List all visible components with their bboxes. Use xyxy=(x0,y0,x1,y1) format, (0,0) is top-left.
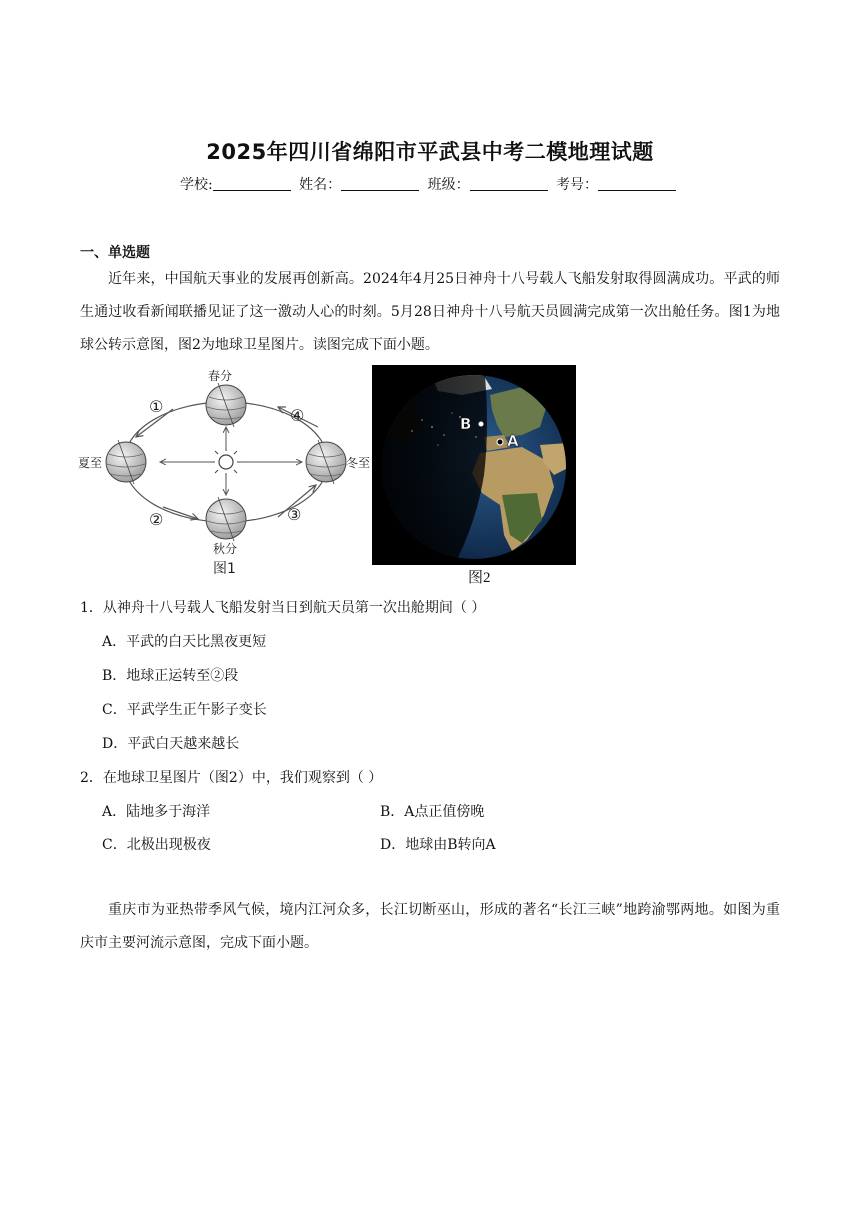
question-1-stem: 1．从神舟十八号载人飞船发射当日到航天员第一次出舱期间（ ） xyxy=(80,600,486,616)
question-2-option-a[interactable]: A．陆地多于海洋 xyxy=(102,804,211,820)
name-label: 姓名： xyxy=(299,177,342,193)
earth-satellite-image xyxy=(372,365,576,565)
question-1-option-c[interactable]: C．平武学生正午影子变长 xyxy=(102,702,267,718)
segment-1-label: ① xyxy=(149,397,164,416)
school-blank xyxy=(213,176,291,191)
section-heading: 一、单选题 xyxy=(80,245,150,261)
label-spring: 春分 xyxy=(208,369,233,383)
globe-winter xyxy=(306,440,346,484)
point-b-label: B xyxy=(460,415,472,433)
segment-2-label: ② xyxy=(149,510,164,529)
label-winter: 冬至 xyxy=(346,456,371,470)
label-autumn: 秋分 xyxy=(213,542,238,556)
number-label: 考号： xyxy=(556,177,599,193)
chongqing-intro-paragraph: 重庆市为亚热带季风气候，境内江河众多，长江切断巫山，形成的著名“长江三峡”地跨渝鄂两地。如图为重庆市主要河流示意图，完成下面小题。 xyxy=(80,902,780,951)
segment-3-label: ③ xyxy=(287,505,302,524)
student-info-line xyxy=(0,174,860,194)
globe-autumn xyxy=(206,497,246,541)
globe-spring xyxy=(206,383,246,427)
name-blank xyxy=(341,176,419,191)
question-2-stem: 2．在地球卫星图片（图2）中，我们观察到（ ） xyxy=(80,770,383,786)
earth-revolution-diagram xyxy=(78,367,374,582)
point-b-marker xyxy=(479,422,484,427)
label-summer: 夏至 xyxy=(78,456,103,470)
segment-4-label: ④ xyxy=(290,406,305,425)
figure1-caption: 图1 xyxy=(213,561,236,577)
question-1-option-d[interactable]: D．平武白天越来越长 xyxy=(102,736,240,752)
intro-paragraph: 近年来，中国航天事业的发展再创新高。2024年4月25日神舟十八号载人飞船发射取得圆满成功。平武的师生通过收看新闻联播见证了这一激动人心的时刻。5月28日神舟十八号航天员圆满完成第一次出舱任务。图1为地球公转示意图，图2为地球卫星图片。读图完成下面小题。 xyxy=(80,271,780,353)
point-a-marker xyxy=(497,439,503,445)
globe-summer xyxy=(106,440,146,484)
question-2-option-c[interactable]: C．北极出现极夜 xyxy=(102,837,211,853)
sun-icon xyxy=(211,447,241,477)
question-1-option-b[interactable]: B．地球正运转至②段 xyxy=(102,668,239,684)
class-blank xyxy=(470,176,548,191)
school-label: 学校: xyxy=(179,177,213,193)
number-blank xyxy=(598,176,676,191)
question-1-option-a[interactable]: A．平武的白天比黑夜更短 xyxy=(102,634,267,650)
class-label: 班级： xyxy=(427,177,470,193)
question-2-option-d[interactable]: D．地球由B转向A xyxy=(380,837,496,853)
figure2-caption: 图2 xyxy=(468,570,491,586)
question-2-option-b[interactable]: B．A点正值傍晚 xyxy=(380,804,485,820)
exam-title: 2025年四川省绵阳市平武县中考二模地理试题 xyxy=(206,140,654,164)
point-a-label: A xyxy=(507,432,519,450)
